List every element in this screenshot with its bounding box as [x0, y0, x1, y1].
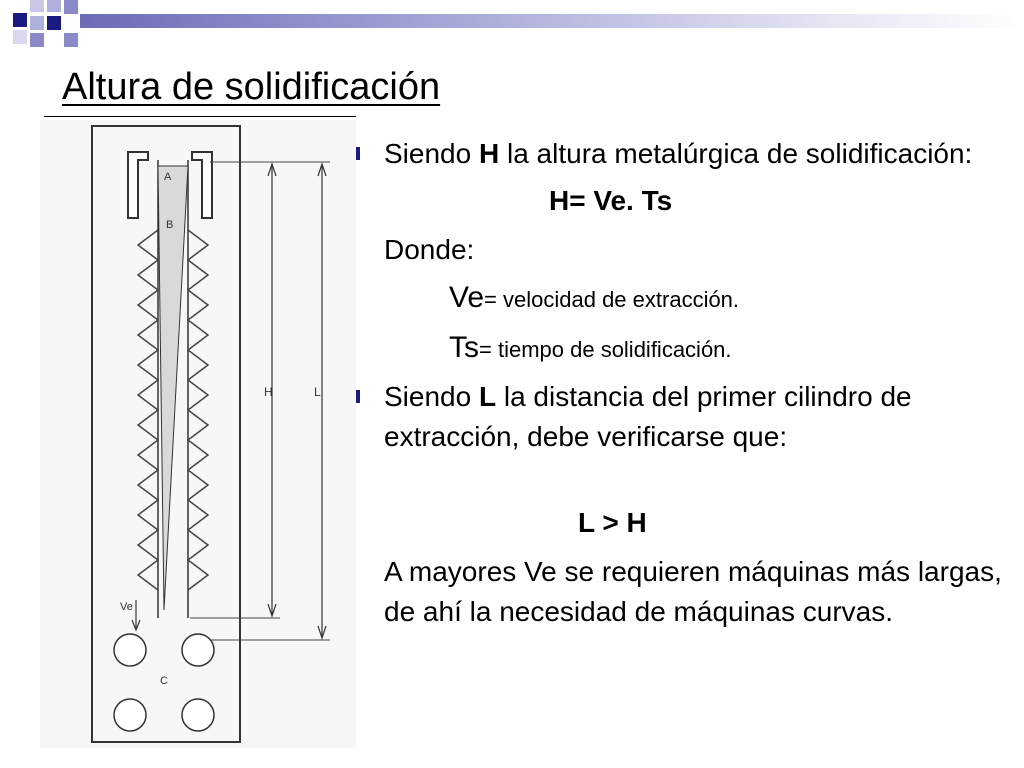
header-square-2 [30, 0, 44, 12]
bullet-1-pre: Siendo [384, 138, 479, 169]
bullet-marker [356, 147, 360, 160]
formula-l-greater-h: L > H [578, 507, 647, 538]
bullet-marker [356, 390, 360, 403]
extraction-roll-2 [182, 634, 214, 666]
definition-ts [356, 328, 1016, 370]
bullet-1-variable: H [478, 138, 500, 169]
continuous-casting-diagram [40, 120, 356, 748]
formula-h: H= Ve. Ts [549, 185, 673, 216]
definition-ts-text: = tiempo de solidificación. [479, 337, 732, 362]
label-ve: Ve [120, 601, 133, 613]
label-h: H [264, 385, 273, 399]
bullet-2-variable: L [478, 381, 497, 412]
label-a: A [164, 171, 172, 183]
header-square-4 [30, 16, 44, 30]
header-square-6 [64, 0, 78, 14]
header-square-9 [13, 30, 27, 44]
label-l: L [314, 385, 321, 399]
definition-ve-symbol: Ve [449, 281, 485, 314]
label-c: C [160, 675, 168, 687]
bullet-l-definition [356, 377, 1016, 457]
header-square-3 [47, 0, 61, 12]
header-square-1 [13, 13, 27, 27]
header-square-8 [64, 33, 78, 47]
definition-ts-symbol: Ts [449, 331, 479, 364]
bullet-h-definition [356, 134, 1016, 174]
label-b: B [166, 219, 174, 231]
extraction-roll-3 [114, 699, 146, 731]
header-square-7 [30, 33, 44, 47]
definition-ve [356, 278, 1016, 320]
title-divider [44, 116, 356, 117]
bullet-2-post: la distancia del primer cilindro de extracción, debe verificarse que: [384, 381, 912, 452]
conclusion-paragraph: A mayores Ve se requieren máquinas más largas, de ahí la necesidad de máquinas curvas. [384, 556, 1002, 627]
slide-title: Altura de solidificación [62, 66, 441, 108]
definition-ve-text: = velocidad de extracción. [484, 287, 740, 312]
header-square-5 [47, 16, 61, 30]
extraction-roll-4 [182, 699, 214, 731]
header-gradient-bar [80, 14, 1024, 28]
bullet-2-pre: Siendo [384, 381, 479, 412]
extraction-roll-1 [114, 634, 146, 666]
slide-content [356, 134, 1016, 632]
bullet-1-post: la altura metalúrgica de solidificación: [499, 138, 973, 169]
donde-label: Donde: [384, 234, 475, 265]
